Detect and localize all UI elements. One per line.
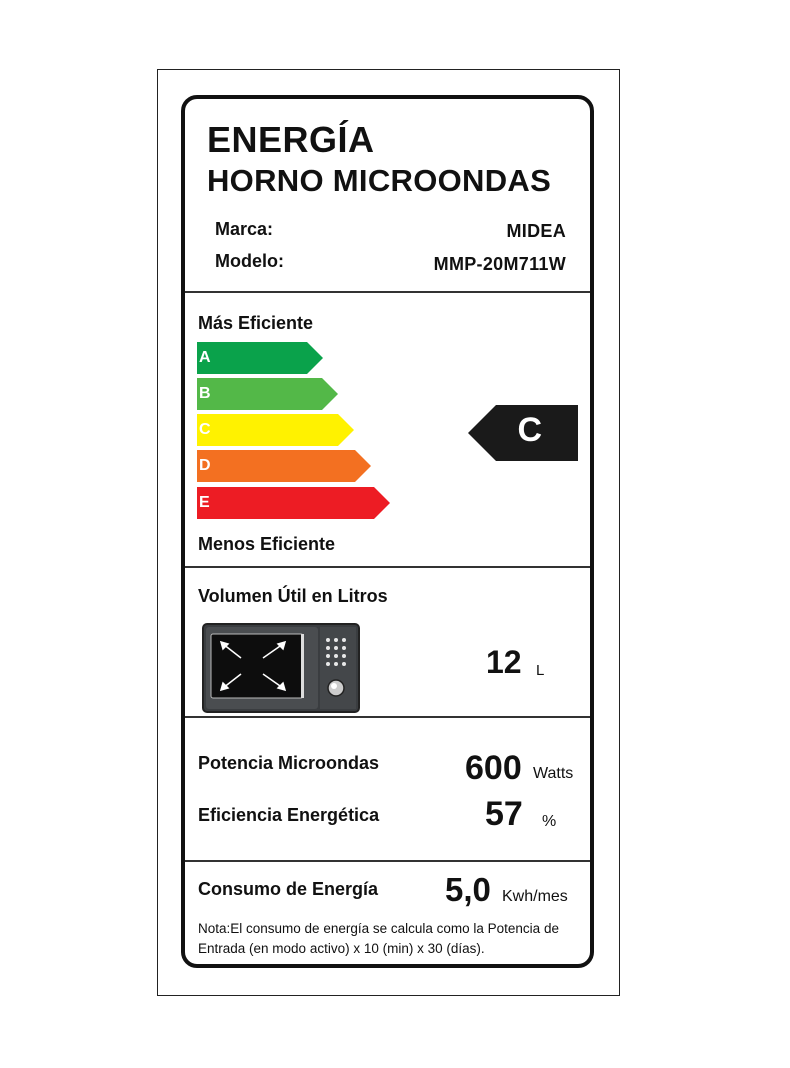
- bar-b-shape: [197, 378, 338, 410]
- brand-value: MIDEA: [506, 221, 566, 241]
- bar-a-letter: A: [199, 349, 211, 366]
- consumption-note: Nota:El consumo de energía se calcula como la Potencia de Entrada (en modo activo) x 10 (min) x 30 (días).: [198, 921, 559, 956]
- power-value: 600: [465, 749, 522, 787]
- bar-e-letter: E: [199, 494, 210, 511]
- brand-label: Marca:: [215, 219, 274, 239]
- bar-d-shape: [197, 450, 371, 482]
- divider: [185, 566, 590, 568]
- bar-c-shape: [197, 414, 354, 446]
- energy-label: [181, 95, 594, 968]
- less-efficient-label: Menos Eficiente: [198, 534, 336, 554]
- energy-efficiency-value: 57: [485, 795, 523, 833]
- rating-letter: C: [517, 411, 542, 449]
- volume-label: Volumen Útil en Litros: [198, 586, 388, 606]
- energy-efficiency-label: Eficiencia Energética: [198, 805, 380, 825]
- microwave-icon: [201, 622, 361, 714]
- power-label: Potencia Microondas: [198, 753, 380, 773]
- efficiency-bar-e: [197, 487, 393, 519]
- divider: [185, 860, 590, 862]
- label-title: ENERGÍA: [207, 119, 375, 160]
- consumption-label: Consumo de Energía: [198, 879, 379, 899]
- bar-c-letter: C: [199, 421, 211, 438]
- volume-value: 12: [486, 644, 522, 680]
- energy-efficiency-unit: %: [542, 813, 557, 830]
- label-subtitle: HORNO MICROONDAS: [207, 163, 552, 198]
- model-value: MMP-20M711W: [433, 254, 566, 274]
- model-label: Modelo:: [215, 251, 284, 271]
- efficiency-bar-b: [197, 378, 341, 410]
- power-unit: Watts: [533, 765, 574, 782]
- efficiency-bar-a: [197, 342, 325, 374]
- divider: [185, 291, 590, 293]
- divider: [185, 716, 590, 718]
- efficiency-bar-d: [197, 450, 375, 482]
- bar-a-shape: [197, 342, 323, 374]
- bar-d-letter: D: [199, 457, 211, 474]
- efficiency-bar-c: [197, 414, 357, 446]
- volume-unit: L: [536, 662, 545, 679]
- consumption-value: 5,0: [445, 871, 491, 908]
- consumption-unit: Kwh/mes: [502, 888, 568, 905]
- bar-b-letter: B: [199, 385, 211, 402]
- bar-e-shape: [197, 487, 390, 519]
- more-efficient-label: Más Eficiente: [198, 313, 314, 333]
